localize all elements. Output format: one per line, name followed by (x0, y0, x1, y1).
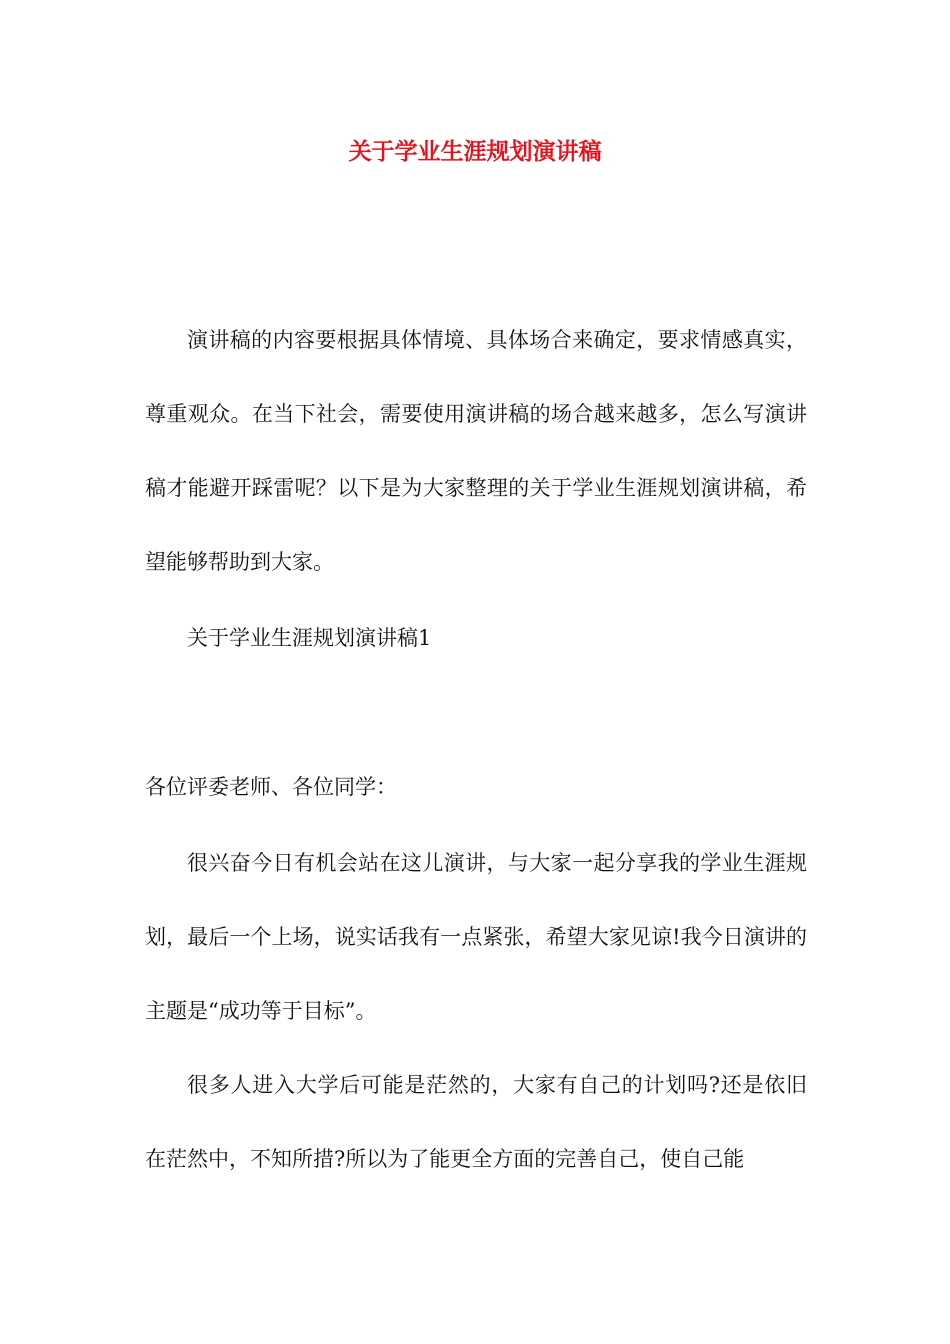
intro-paragraph: 演讲稿的内容要根据具体情境、具体场合来确定，要求情感真实，尊重观众。在当下社会，需要使用演讲稿的场合越来越多，怎么写演讲稿才能避开踩雷呢？以下是为大家整理的关于学业生涯规划演讲稿，希望能够帮助到大家。 (145, 328, 807, 574)
section-heading: 关于学业生涯规划演讲稿1 (187, 626, 432, 650)
speech-paragraph-2: 很多人进入大学后可能是茫然的，大家有自己的计划吗?还是依旧在茫然中，不知所措?所以为了能更全方面的完善自己，使自己能 (145, 1073, 807, 1171)
document-title: 关于学业生涯规划演讲稿 (348, 138, 602, 165)
speech-paragraph-1: 很兴奋今日有机会站在这儿演讲，与大家一起分享我的学业生涯规划，最后一个上场，说实话我有一点紧张，希望大家见谅!我今日演讲的主题是“成功等于目标”。 (145, 851, 807, 1023)
salutation: 各位评委老师、各位同学： (145, 775, 397, 799)
